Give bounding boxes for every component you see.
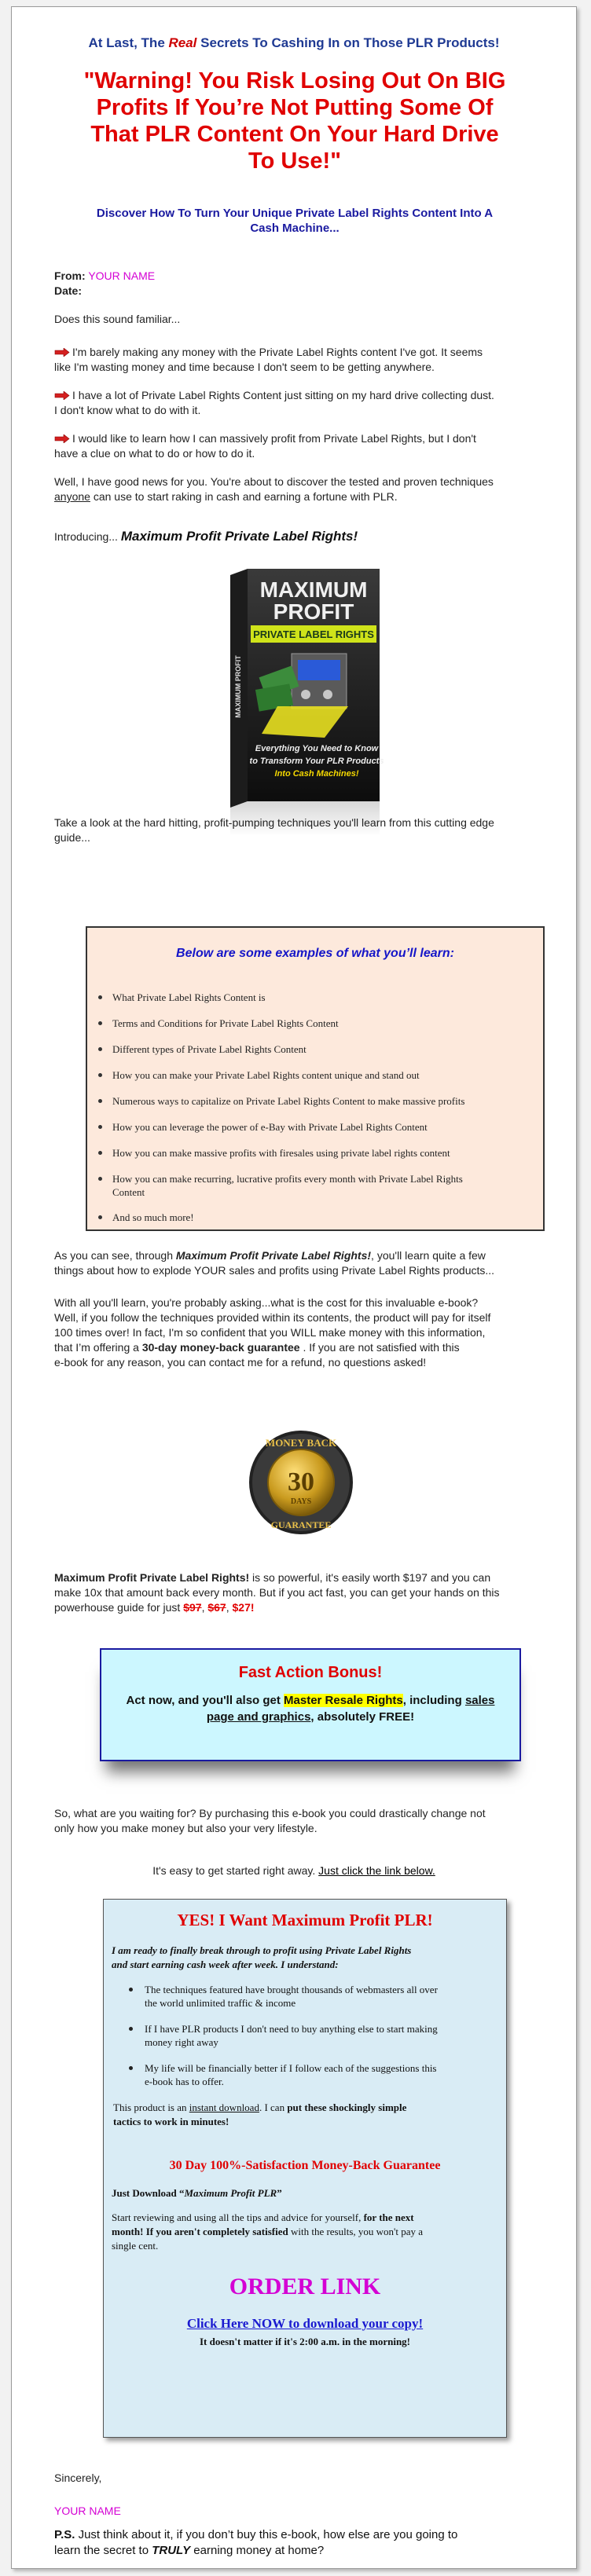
tagline-headline: At Last, The Real Secrets To Cashing In on Those PLR Products! <box>88 35 500 50</box>
sales-letter-page <box>11 6 577 2569</box>
ebook-cover-image <box>230 569 387 852</box>
list-item: How you can make your Private Label Rights content unique and stand out <box>112 1068 529 1082</box>
guarantee-title: 30 Day 100%-Satisfaction Money-Back Guarantee <box>169 2159 441 2172</box>
sincerely-text: Sincerely, <box>54 2472 102 2484</box>
date-line: Date: <box>54 284 83 297</box>
order-box-title: YES! I Want Maximum Profit PLR! <box>177 1911 433 1929</box>
learn-box-title: Below are some examples of what you’ll learn: <box>176 947 454 960</box>
svg-text:Everything You Need to Know: Everything You Need to Know <box>255 744 379 753</box>
ps-paragraph: P.S. Just think about it, if you don’t buy this e-book, how else are you going to learn the secret to TRULY earning money at home? <box>54 2528 458 2557</box>
old-price: $97 <box>183 1601 202 1614</box>
introducing-line: Introducing... Maximum Profit Private Label Rights! <box>54 529 358 544</box>
current-price: $27! <box>232 1601 255 1614</box>
cta-subtext: It doesn't matter if it's 2:00 a.m. in the morning! <box>199 2336 411 2347</box>
svg-text:30: 30 <box>288 1468 314 1497</box>
learn-examples-box <box>86 926 545 1231</box>
sub-headline: Discover How To Turn Your Unique Private Label Rights Content Into A Cash Machine... <box>96 207 494 235</box>
bonus-title: Fast Action Bonus! <box>238 1664 383 1681</box>
svg-text:DAYS: DAYS <box>290 1497 312 1506</box>
guarantee-text: Start reviewing and using all the tips and advice for yourself, for the next month! If you aren't completely satisfied with the results, you won't pay a single cent. <box>112 2211 424 2252</box>
svg-text:MAXIMUM PROFIT: MAXIMUM PROFIT <box>234 655 242 718</box>
svg-text:PROFIT: PROFIT <box>273 599 354 624</box>
list-item: How you can make recurring, lucrative profits every month with Private Label Rights Content <box>112 1172 529 1199</box>
closing-paragraph: So, what are you waiting for? By purchasing this e-book you could drastically change not only how you make money but also your very lifestyle. <box>54 1807 486 1834</box>
pain-point: I'm barely making any money with the Private Label Rights content I've got. It seems like I'm wasting money and time because I don't seem to be getting anywhere. <box>54 346 483 373</box>
list-item: What Private Label Rights Content is <box>112 991 529 1004</box>
svg-text:Into Cash Machines!: Into Cash Machines! <box>274 769 359 779</box>
from-line: From: YOUR NAME <box>54 269 156 282</box>
pain-point: I have a lot of Private Label Rights Content just sitting on my hard drive collecting dust. I don't know what to do with it. <box>54 389 494 416</box>
list-item: How you can make massive profits with firesales using private label rights content <box>112 1146 529 1160</box>
download-now-link[interactable]: Click Here NOW to download your copy! <box>186 2316 424 2331</box>
intro-text: Does this sound familiar... <box>54 313 181 325</box>
money-back-guarantee-seal-icon <box>246 1427 356 1537</box>
svg-text:GUARANTEE: GUARANTEE <box>270 1519 332 1530</box>
pain-point: I would like to learn how I can massively profit from Private Label Rights, but I don't have a clue on what to do or how to do it. <box>54 432 476 460</box>
list-item: My life will be financially better if I follow each of the suggestions this e-book has to offer. <box>145 2061 490 2088</box>
svg-text:PRIVATE LABEL RIGHTS: PRIVATE LABEL RIGHTS <box>253 628 374 640</box>
cost-paragraph: With all you'll learn, you're probably asking...what is the cost for this invaluable e-book? Well, if you follow the techniques provided within its contents, the product will pay for itself 100 times over! In fact, I'm so confident that you WILL make money with this information, that I’m offering a 30-day money-back guarantee . If you are not satisfied with this e-book for any reason, you can contact me for a refund, no questions asked! <box>54 1296 491 1369</box>
good-news-paragraph: Well, I have good news for you. You're about to discover the tested and proven techniques anyone can use to start raking in cash and earning a fortune with PLR. <box>54 475 494 503</box>
svg-text:to Transform Your PLR Products: to Transform Your PLR Products <box>249 757 384 766</box>
old-price: $67 <box>207 1601 226 1614</box>
instant-download-text: This product is an instant download. I can put these shockingly simple tactics to work in minutes! <box>113 2101 407 2127</box>
order-intro: I am ready to finally break through to profit using Private Label Rights and start earning cash week after week. I understand: <box>112 1944 412 1970</box>
get-started-line: It's easy to get started right away. Just click the link below. <box>152 1864 435 1877</box>
red-pointer-icon <box>54 434 70 443</box>
svg-text:MONEY BACK: MONEY BACK <box>265 1437 337 1449</box>
red-pointer-icon <box>54 391 70 400</box>
list-item: The techniques featured have brought thousands of webmasters all over the world unlimited traffic & income <box>145 1983 490 2010</box>
svg-text:MAXIMUM: MAXIMUM <box>259 577 368 602</box>
list-item: Different types of Private Label Rights Content <box>112 1042 529 1056</box>
price-paragraph: Maximum Profit Private Label Rights! is so powerful, it's easily worth $197 and you can make 10x that amount back every month. But if you act fast, you can get your hands on this powerhouse guide for just $97, $67, $27! <box>54 1571 500 1614</box>
fast-action-bonus-box <box>100 1648 521 1761</box>
lead-in-paragraph: Take a look at the hard hitting, profit-pumping techniques you'll learn from this cutting edge guide... <box>54 816 494 844</box>
list-item: Terms and Conditions for Private Label Rights Content <box>112 1017 529 1030</box>
list-item: And so much more! <box>112 1211 529 1224</box>
explode-sales-paragraph: As you can see, through Maximum Profit Private Label Rights!, you'll learn quite a few things about how to explode YOUR sales and profits using Private Label Rights products... <box>54 1249 495 1277</box>
red-pointer-icon <box>54 348 70 357</box>
order-link-heading[interactable]: ORDER LINK <box>229 2274 381 2299</box>
signoff-name: YOUR NAME <box>54 2505 121 2517</box>
list-item: How you can leverage the power of e-Bay with Private Label Rights Content <box>112 1120 529 1134</box>
order-box <box>103 1899 507 2438</box>
main-headline: "Warning! You Risk Losing Out On BIG Profits If You’re Not Putting Some Of That PLR Content On Your Hard Drive To Use!" <box>83 68 506 174</box>
bonus-text: Act now, and you'll also get Master Resale Rights, including sales page and graphics, absolutely FREE! <box>126 1694 495 1724</box>
click-link-below-link[interactable]: Just click the link below. <box>318 1864 435 1877</box>
from-name: YOUR NAME <box>88 269 156 282</box>
just-download-line: Just Download “Maximum Profit PLR” <box>112 2187 282 2199</box>
list-item: If I have PLR products I don't need to buy anything else to start making money right away <box>145 2022 490 2049</box>
list-item: Numerous ways to capitalize on Private Label Rights Content to make massive profits <box>112 1094 529 1108</box>
